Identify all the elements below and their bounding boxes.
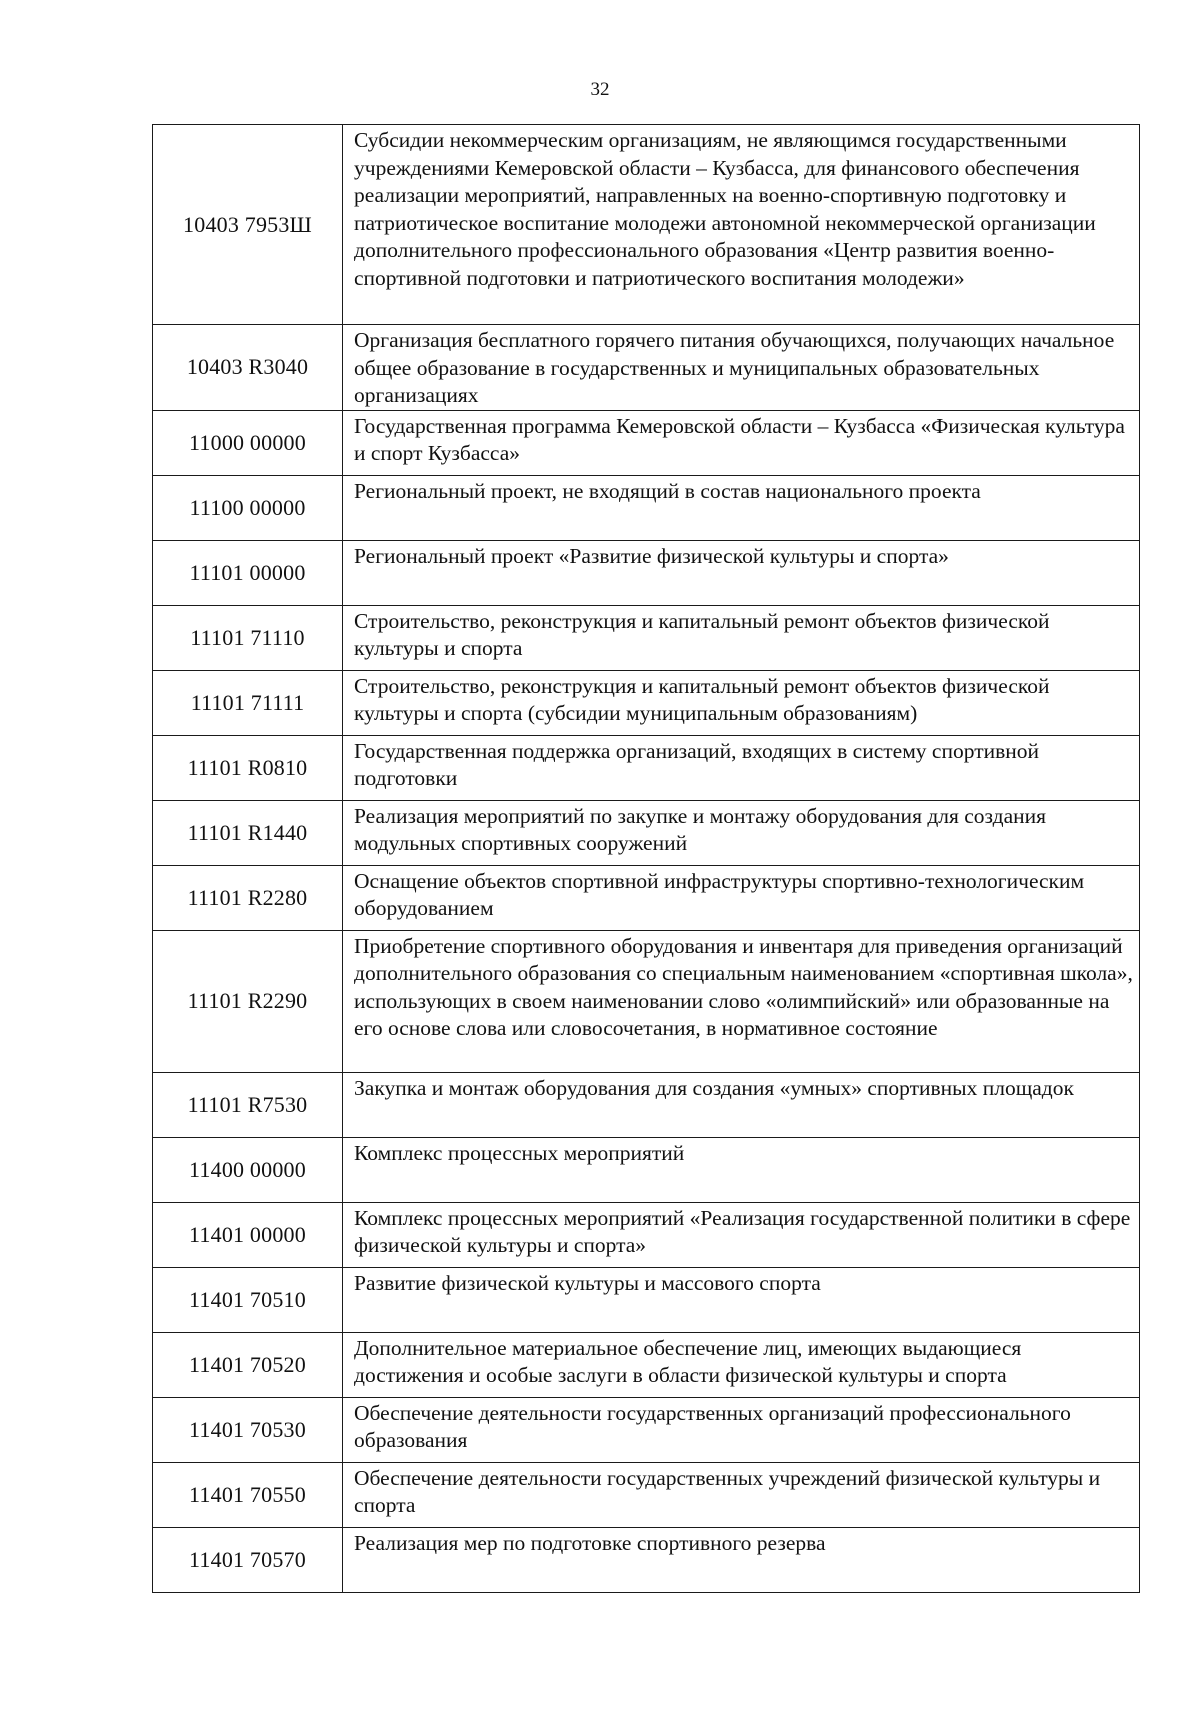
table-row bbox=[153, 1332, 1140, 1397]
description-cell bbox=[343, 735, 1140, 800]
code-cell: 11401 70570 bbox=[153, 1527, 343, 1592]
code-cell: 10403 7953Ш bbox=[153, 125, 343, 325]
code-cell: 11401 70520 bbox=[153, 1332, 343, 1397]
code-cell: 11101 R2280 bbox=[153, 865, 343, 930]
table-row bbox=[153, 1527, 1140, 1592]
description-cell bbox=[343, 1332, 1140, 1397]
description-cell bbox=[343, 930, 1140, 1072]
code-cell: 11100 00000 bbox=[153, 475, 343, 540]
description-text: Обеспечение деятельности государственных организаций профессионального образования bbox=[354, 1400, 1071, 1452]
table-row bbox=[153, 1137, 1140, 1202]
description-cell bbox=[343, 125, 1140, 325]
code-cell: 10403 R3040 bbox=[153, 325, 343, 411]
table-row bbox=[153, 325, 1140, 411]
code-cell: 11000 00000 bbox=[153, 410, 343, 475]
code-cell: 11101 00000 bbox=[153, 540, 343, 605]
table-row bbox=[153, 1397, 1140, 1462]
description-cell bbox=[343, 410, 1140, 475]
table-row bbox=[153, 540, 1140, 605]
description-cell bbox=[343, 1397, 1140, 1462]
table-row bbox=[153, 930, 1140, 1072]
description-cell bbox=[343, 1202, 1140, 1267]
code-cell: 11101 71111 bbox=[153, 670, 343, 735]
description-cell bbox=[343, 605, 1140, 670]
description-cell bbox=[343, 1527, 1140, 1592]
table-row bbox=[153, 865, 1140, 930]
description-text: Дополнительное материальное обеспечение лиц, имеющих выдающиеся достижения и особые заслуги в области физической культуры и спорта bbox=[354, 1335, 1022, 1387]
table-row bbox=[153, 670, 1140, 735]
description-cell bbox=[343, 800, 1140, 865]
code-cell: 11101 R0810 bbox=[153, 735, 343, 800]
table-row bbox=[153, 735, 1140, 800]
description-text: Региональный проект, не входящий в состав национального проекта bbox=[354, 478, 981, 503]
code-cell: 11101 R2290 bbox=[153, 930, 343, 1072]
table-row bbox=[153, 1267, 1140, 1332]
code-cell: 11401 70530 bbox=[153, 1397, 343, 1462]
description-text: Государственная поддержка организаций, входящих в систему спортивной подготовки bbox=[354, 738, 1040, 790]
description-cell bbox=[343, 1137, 1140, 1202]
page-number: 32 bbox=[590, 79, 610, 100]
code-cell: 11101 71110 bbox=[153, 605, 343, 670]
code-cell: 11401 00000 bbox=[153, 1202, 343, 1267]
code-cell: 11101 R1440 bbox=[153, 800, 343, 865]
description-text: Строительство, реконструкция и капитальный ремонт объектов физической культуры и спорта (субсидии муниципальным образованиям) bbox=[354, 673, 1050, 725]
description-text: Организация бесплатного горячего питания обучающихся, получающих начальное общее образование в государственных и муниципальных образовательных организациях bbox=[354, 328, 1115, 407]
table-row bbox=[153, 1202, 1140, 1267]
table-row bbox=[153, 605, 1140, 670]
table-row bbox=[153, 410, 1140, 475]
table-row bbox=[153, 1462, 1140, 1527]
code-cell: 11101 R7530 bbox=[153, 1072, 343, 1137]
description-text: Обеспечение деятельности государственных учреждений физической культуры и спорта bbox=[354, 1465, 1101, 1517]
description-text: Комплекс процессных мероприятий «Реализация государственной политики в сфере физической культуры и спорта» bbox=[354, 1205, 1131, 1257]
code-cell: 11401 70550 bbox=[153, 1462, 343, 1527]
description-cell bbox=[343, 540, 1140, 605]
description-text: Реализация мероприятий по закупке и монтажу оборудования для создания модульных спортивных сооружений bbox=[354, 803, 1047, 855]
table-row bbox=[153, 475, 1140, 540]
description-text: Государственная программа Кемеровской области – Кузбасса «Физическая культура и спорт Кузбасса» bbox=[354, 413, 1125, 465]
description-cell bbox=[343, 1267, 1140, 1332]
description-cell bbox=[343, 670, 1140, 735]
table-row bbox=[153, 1072, 1140, 1137]
description-cell bbox=[343, 865, 1140, 930]
code-cell: 11401 70510 bbox=[153, 1267, 343, 1332]
code-cell: 11400 00000 bbox=[153, 1137, 343, 1202]
description-text: Региональный проект «Развитие физической культуры и спорта» bbox=[354, 543, 949, 568]
description-text: Закупка и монтаж оборудования для создания «умных» спортивных площадок bbox=[354, 1075, 1074, 1100]
description-text: Развитие физической культуры и массового спорта bbox=[354, 1270, 821, 1295]
description-text: Оснащение объектов спортивной инфраструктуры спортивно-технологическим оборудованием bbox=[354, 868, 1085, 920]
description-text: Строительство, реконструкция и капитальный ремонт объектов физической культуры и спорта bbox=[354, 608, 1050, 660]
table-row bbox=[153, 125, 1140, 325]
description-text: Реализация мер по подготовке спортивного резерва bbox=[354, 1530, 826, 1555]
description-cell bbox=[343, 475, 1140, 540]
description-cell bbox=[343, 1072, 1140, 1137]
description-text: Комплекс процессных мероприятий bbox=[354, 1140, 685, 1165]
description-text: Приобретение спортивного оборудования и инвентаря для приведения организаций дополнительного образования со специальным наименованием «спортивная школа», использующих в своем наименовании слово «олимпийский» или образованные на его основе слова или словосочетания, в нормативное состояние bbox=[354, 933, 1133, 1040]
description-cell bbox=[343, 325, 1140, 411]
description-text: Субсидии некоммерческим организациям, не являющимся государственными учреждениями Кемеровской области – Кузбасса, для финансового обеспечения реализации мероприятий, направленных на военно-спортивную подготовку и патриотическое воспитание молодежи автономной некоммерческой организации дополнительного профессионального образования «Центр развития военно-спортивной подготовки и патриотического воспитания молодежи» bbox=[354, 128, 1096, 290]
budget-code-table bbox=[152, 124, 1140, 1593]
table-row bbox=[153, 800, 1140, 865]
description-cell bbox=[343, 1462, 1140, 1527]
